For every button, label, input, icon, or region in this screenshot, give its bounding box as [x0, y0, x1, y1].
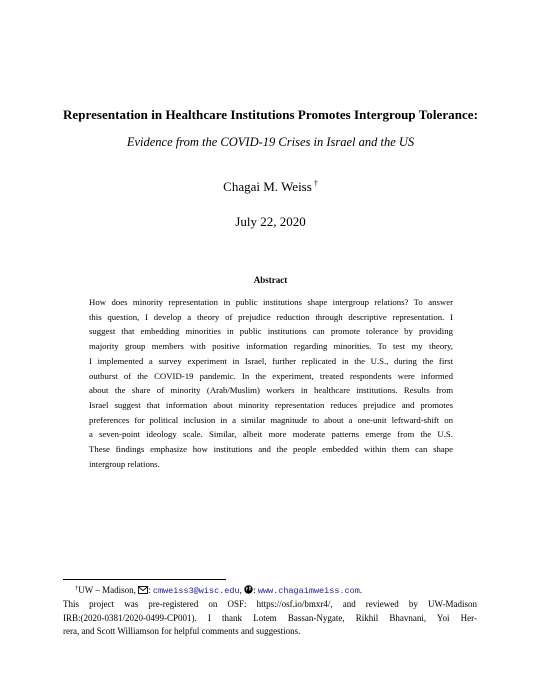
abstract-line: suggest that embedding minorities in public institutions can promote tolerance by providing — [89, 326, 453, 337]
paper-date: July 22, 2020 — [235, 214, 306, 229]
acknowledgements-note — [63, 598, 477, 639]
abstract-body — [89, 295, 453, 471]
abstract-line: These findings emphasize how institutions and the people embedded within them can shape — [89, 444, 453, 455]
globe-icon — [244, 585, 253, 597]
abstract-line: majority group members with positive information regarding minorities. To test my theory, — [89, 341, 453, 352]
note-line: rera, and Scott Williamson for helpful comments and suggestions. — [63, 626, 301, 636]
author-line — [0, 179, 541, 195]
abstract-line: preferences for political inclusion in a similar magnitude to about a one-unit leftward-shift on — [89, 414, 453, 425]
website-link[interactable]: www.chagaimweiss.com — [257, 586, 360, 596]
email-link[interactable]: cmweiss3@wisc.edu — [152, 586, 240, 596]
website-sep: : — [253, 585, 258, 595]
author-footnote-mark: † — [313, 179, 318, 188]
abstract-line: Israel suggest that information about minority representation reduces prejudice and promotes — [89, 399, 453, 410]
abstract-line: this question, I develop a theory of prejudice reduction through descriptive representation. I — [89, 311, 453, 322]
abstract-line: I implemented a survey experiment in Israel, further replicated in the U.S., during the first — [89, 355, 453, 366]
affiliation: UW – Madison, — [78, 585, 139, 595]
abstract-line: intergroup relations. — [89, 458, 160, 469]
footnote-end: . — [359, 585, 363, 595]
footnote-sep: , — [239, 585, 245, 595]
footnote-rule — [63, 579, 226, 580]
abstract-line: about the share of minority (Arab/Muslim) workers in healthcare institutions. Results from — [89, 385, 453, 396]
abstract-line: a seven-point ideology scale. Similar, albeit more moderate patterns emerge from the U.S. — [89, 429, 453, 440]
author-name: Chagai M. Weiss — [223, 179, 312, 194]
footnote-mark: † — [75, 585, 79, 592]
email-sep: : — [148, 585, 153, 595]
abstract-line: How does minority representation in public institutions shape intergroup relations? To answer — [89, 297, 453, 307]
author-footnote — [63, 583, 362, 597]
envelope-icon — [138, 585, 148, 597]
paper-title: Representation in Healthcare Institutions Promotes Intergroup Tolerance: — [62, 107, 478, 122]
note-line: This project was pre-registered on OSF: https://osf.io/bmxr4/, and reviewed by UW-Madison — [63, 599, 477, 609]
abstract-line: outburst of the COVID-19 pandemic. In the experiment, treated respondents were informed — [89, 370, 453, 381]
paper-subtitle: Evidence from the COVID-19 Crises in Israel and the US — [126, 135, 415, 149]
note-line: IRB:(2020-0381/2020-0499-CP001). I thank Lotem Bassan-Nygate, Rikhil Bhavnani, Yoi Her- — [63, 612, 477, 623]
abstract-heading: Abstract — [253, 275, 288, 285]
